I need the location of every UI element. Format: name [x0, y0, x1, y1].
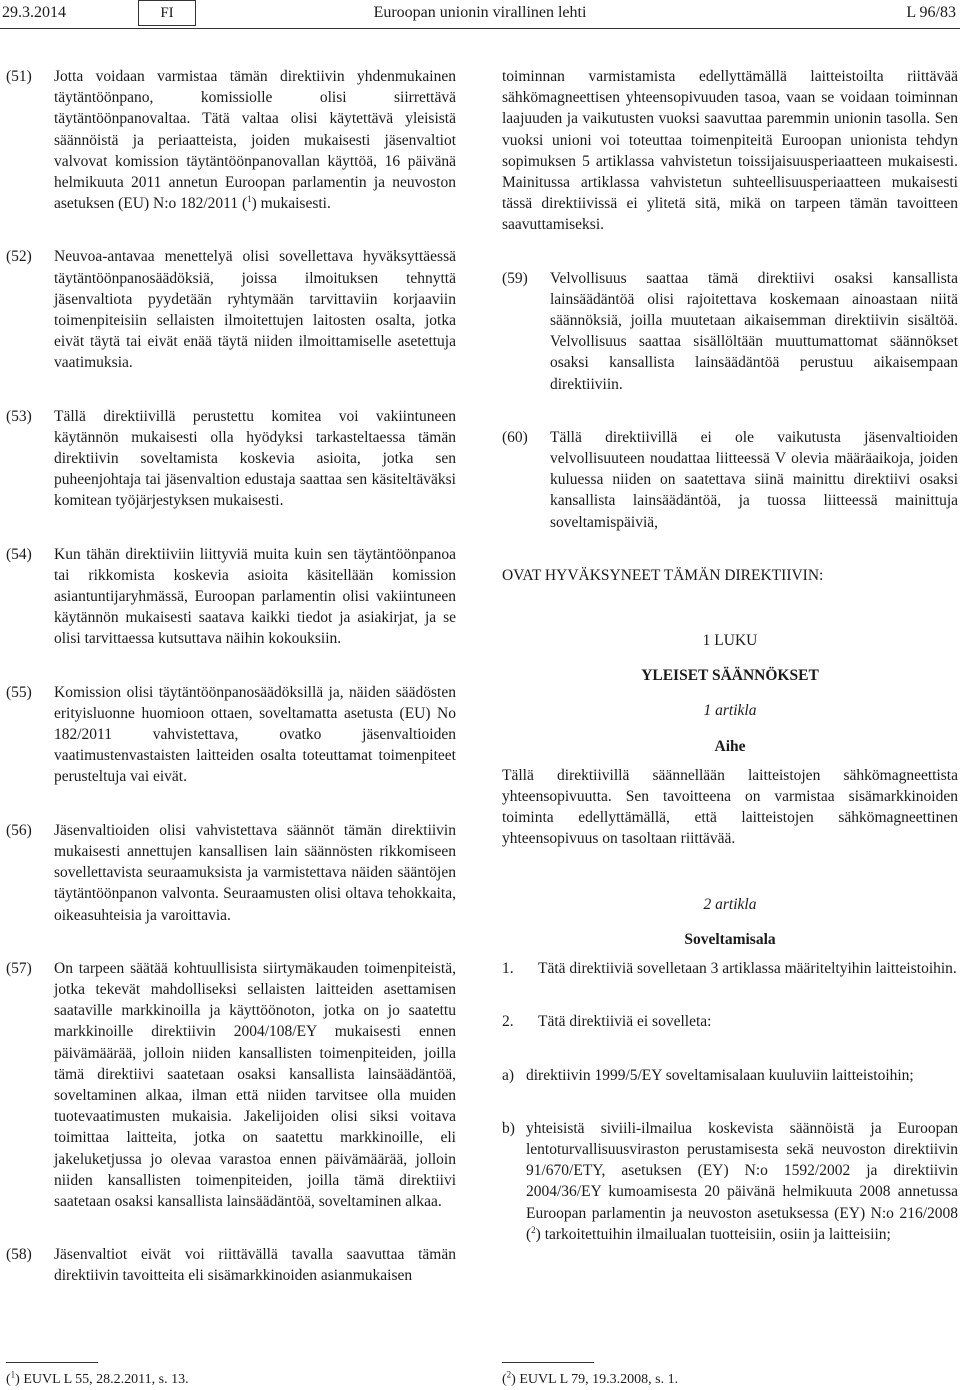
recital-55 — [6, 682, 456, 788]
recital-number: (54) — [6, 545, 32, 563]
paragraph-number: 1. — [502, 960, 514, 978]
footnote-text: EUVL L 55, 28.2.2011, s. 13. — [23, 1372, 189, 1387]
recital-51 — [6, 66, 456, 214]
recital-text: Jäsenvaltioiden olisi vahvistettava säännöt tämän direktiivin mukaisesti annettujen kansallisen lain säännösten rikkomiseen sovellettavista seuraamuksista ja varmistettava näiden sääntöjen täytäntöönpanon valvonta. Seuraamusten olisi oltava tehokkaita, oikeasuhteisia ja varoittavia. — [54, 821, 456, 924]
footnote-rule — [6, 1362, 98, 1363]
header-rule — [0, 28, 960, 29]
recital-number: (56) — [6, 821, 32, 839]
recital-text: Kun tähän direktiiviin liittyviä muita kuin sen täytäntöönpanoa tai rikkomista koskevia asioita käsitellään komission asiantuntijaryhmässä, Euroopan parlamentin olisi vakiintuneen käytännön mukaisesti saatava kaikki tiedot ja asiakirjat, ja se olisi tarvittaessa kutsuttava näihin kokouksiin. — [54, 545, 456, 648]
adoption-formula: OVAT HYVÄKSYNEET TÄMÄN DIREKTIIVIN: — [502, 566, 824, 584]
recital-57 — [6, 958, 456, 1212]
page-header — [0, 0, 960, 30]
item-letter: b) — [502, 1119, 515, 1137]
footnote-1: ($^1$) EUVL L 55, 28.2.2011, s. 13. — [6, 1369, 189, 1387]
recital-text: Jäsenvaltiot eivät voi riittävällä tavalla saavuttaa tämän direktiivin tavoitteita eli sisämarkkinoiden asianmukaisen — [54, 1246, 456, 1285]
item-text: direktiivin 1999/5/EY soveltamisalaan kuuluviin laitteistoihin; — [526, 1066, 914, 1084]
list-item-b — [502, 1118, 958, 1245]
item-letter: a) — [502, 1066, 515, 1084]
page-reference: L 96/83 — [906, 4, 956, 21]
recital-number: (53) — [6, 407, 32, 425]
chapter-title: YLEISET SÄÄNNÖKSET — [641, 667, 819, 685]
item-text-tail: ) tarkoitettuihin ilmailualan tuotteisiin, osiin ja laitteisiin; — [535, 1225, 891, 1243]
paragraph-text: Tätä direktiiviä ei sovelleta: — [538, 1013, 712, 1031]
footnote-rule — [502, 1362, 594, 1363]
article-2-paragraph-1 — [502, 958, 958, 979]
article-1-text: Tällä direktiivillä säännellään laitteistojen sähkömagneettista yhteensopivuutta. Sen tavoitteena on varmistaa sisämarkkinoiden toiminta edellyttämällä, että laitteistojen sähkömagneettinen yhteensopivuus on tasoltaan riittävää. — [502, 766, 958, 848]
recital-number: (58) — [6, 1246, 32, 1264]
paragraph-number: 2. — [502, 1013, 514, 1031]
right-column — [502, 66, 958, 1277]
footnote-mark: 1 — [10, 1369, 16, 1380]
paragraph-text: Tätä direktiiviä sovelletaan 3 artiklassa määriteltyihin laitteistoihin. — [538, 960, 957, 978]
recital-text-tail: ) mukaisesti. — [251, 195, 331, 213]
language-badge: FI — [138, 0, 196, 26]
recital-56 — [6, 820, 456, 926]
recital-text: Tällä direktiivillä perustettu komitea voi vakiintuneen käytännön mukaisesti olla hyödyksi tarkasteltaessa tämän direktiivin soveltamista koskevia asioita, jotka sen puheenjohtaja tai jäsenvaltion edustaja saattaa sen käsiteltäväksi komitean työjärjestyksen mukaisesti. — [54, 407, 456, 510]
recital-58-continued: toiminnan varmistamista edellyttämällä laitteistoilta riittävää sähkömagneettisen yhteensopivuuden tasoa, vaan se voidaan toiminnan laajuuden ja vaikutusten vuoksi saavuttaa paremmin unionin tasolla. Sen vuoksi unioni voi toteuttaa toimenpiteitä Euroopan unionista tehdyn sopimuksen 5 artiklassa vahvistetun toissijaisuusperiaatteen mukaisesti. Mainitussa artiklassa vahvistetun suhteellisuusperiaatteen mukaisesti tässä direktiivissä ei ylitetä sitä, mikä on tarpeen tämän tavoitteen saavuttamiseksi. — [502, 68, 958, 234]
footnote-mark: 2 — [506, 1369, 512, 1380]
left-column — [6, 66, 456, 1319]
chapter-number: 1 LUKU — [702, 632, 758, 650]
recital-60 — [502, 427, 958, 533]
article-2-title: Soveltamisala — [684, 930, 776, 948]
recital-text: Neuvoa-antavaa menettelyä olisi sovellettava hyväksyttäessä täytäntöönpanosäädöksiä, joissa ilmoituksen tehnyttä jäsenvaltiota pyydetään ryhtymään tarvittaviin korjaaviin toimenpiteisiin sellaisten ilmoitettujen laitosten osalta, jotka eivät täytä tai eivät enää täytä niiden ilmoittamiselle asetettuja vaatimuksia. — [54, 248, 456, 372]
recital-52 — [6, 246, 456, 373]
recital-number: (57) — [6, 959, 32, 977]
recital-53 — [6, 406, 456, 512]
footnote-2: ($^2$) EUVL L 79, 19.3.2008, s. 1. — [502, 1369, 679, 1387]
recital-text: Velvollisuus saattaa tämä direktiivi osaksi kansallista lainsäädäntöä olisi rajoitettava koskemaan ainoastaan niitä säännöksiä, joilla muutetaan aikaisemman direktiivin sisältöä. Velvollisuus saattaa sisällöltään muuttumattomat säännökset osaksi kansallista lainsäädäntöä perustuu aikaisempaan direktiiviin. — [550, 269, 958, 393]
recital-54 — [6, 544, 456, 650]
recital-number: (52) — [6, 248, 32, 266]
footnote-ref[interactable]: 1 — [247, 194, 252, 205]
recital-text: Jotta voidaan varmistaa tämän direktiivin yhdenmukainen täytäntöönpano, komissiolle olisi siirrettävä täytäntöönpanovaltaa. Tätä valtaa olisi käytettävä yleisistä säännöistä ja periaatteista, joiden mukaisesti jäsenvaltiot valvovat komission täytäntöönpanovallan käyttöä, 16 päivänä helmikuuta 2011 annetun Euroopan parlamentin ja neuvoston asetuksen (EU) N:o 182/2011 ( — [54, 68, 456, 213]
recital-59 — [502, 268, 958, 395]
item-text: yhteisistä siviili-ilmailua koskevista säännöistä ja Euroopan lentoturvallisuusviraston perustamisesta sekä neuvoston direktiivin 91/670/ETY, asetuksen (EY) N:o 1592/2002 ja direktiivin 2004/36/EY kumoamisesta 20 päivänä helmikuuta 2008 annetussa Euroopan parlamentin ja neuvoston asetuksessa (EY) N:o 216/2008 ( — [526, 1119, 958, 1243]
recital-number: (55) — [6, 683, 32, 701]
publication-date: 29.3.2014 — [2, 4, 66, 21]
article-2-number: 2 artikla — [703, 895, 757, 913]
journal-title: Euroopan unionin virallinen lehti — [373, 4, 587, 21]
recital-text: On tarpeen säätää kohtuullisista siirtymäkauden toimenpiteistä, jotka tekevät mahdolliseksi sellaisten laitteiden asettamisen saataville markkinoilla ja käyttöönoton, jotka on jo saatettu markkinoille direktiivin 2004/108/EY mukaisesti ennen päivämäärää, jolloin niiden kansallisten toimenpiteiden, joilla tämä direktiivi saatetaan osaksi kansallista lainsäädäntöä, soveltaminen alkaa, ilman että niiden tarvitsee olla muiden tuotevaatimusten mukaisia. Jakelijoiden olisi siksi voitava toimittaa laitteita, jotka on saatettu markkinoille, eli jakeluketjussa jo olevaa varastoa ennen päivämäärää, jolloin niiden kansallisten toimenpiteiden, joilla tämä direktiivi saatetaan osaksi kansallista lainsäädäntöä, soveltaminen alkaa. — [54, 959, 456, 1210]
recital-number: (60) — [502, 428, 528, 446]
article-1-number: 1 artikla — [703, 702, 757, 720]
recital-number: (51) — [6, 68, 32, 85]
footnote-text: EUVL L 79, 19.3.2008, s. 1. — [519, 1372, 679, 1387]
recital-58 — [6, 1244, 456, 1286]
article-2-paragraph-2 — [502, 1011, 958, 1032]
list-item-a — [502, 1065, 958, 1086]
recital-number: (59) — [502, 269, 528, 287]
footnote-ref[interactable]: 2 — [531, 1224, 536, 1235]
recital-text: Komission olisi täytäntöönpanosäädöksillä ja, näiden säädösten erityisluonne huomioon ottaen, soveltamatta asetusta (EU) No 182/2011 vahvistettava, ovatko jäsenvaltioiden vaatimustenvastaisten laitteiden osalta toteuttamat toimenpiteet perusteltuja vai eivät. — [54, 683, 456, 786]
article-1-title: Aihe — [714, 737, 746, 755]
recital-text: Tällä direktiivillä ei ole vaikutusta jäsenvaltioiden velvollisuuteen noudattaa liitteessä V olevia määräaikoja, joiden kuluessa niiden on saatettava siinä mainittu direktiivi osaksi kansallista lainsäädäntöä, ja tuossa liitteessä mainittuja soveltamispäiviä, — [550, 428, 958, 531]
